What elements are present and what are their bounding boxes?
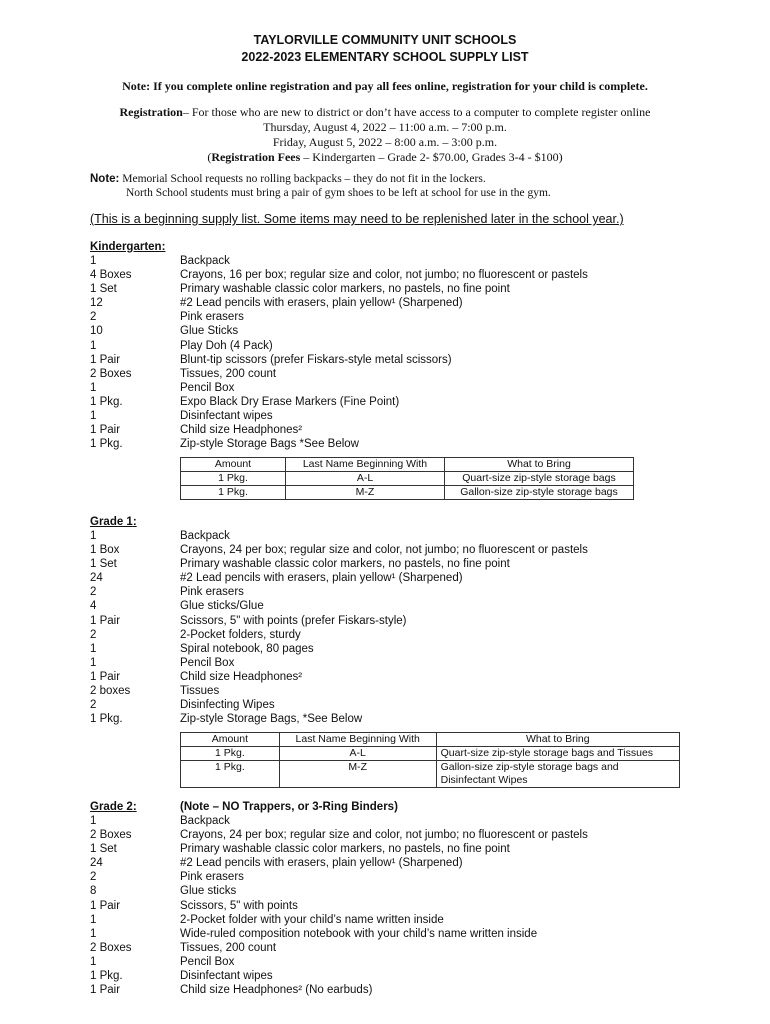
- grade2-items: [90, 814, 650, 997]
- list-item: [90, 543, 650, 557]
- table-cell-what-to-bring: Gallon-size zip-style storage bags: [445, 486, 634, 500]
- item-quantity: 2: [90, 871, 97, 884]
- item-description: Blunt-tip scissors (prefer Fiskars-style metal scissors): [180, 353, 452, 366]
- item-quantity: 1 Pkg.: [90, 970, 123, 983]
- list-item: [90, 571, 650, 585]
- list-item: [90, 642, 650, 656]
- table-cell-amount: 1 Pkg.: [181, 472, 286, 486]
- kindergarten-heading: [90, 240, 650, 254]
- item-quantity: 1 Pair: [90, 899, 121, 912]
- list-item: [90, 955, 650, 969]
- item-description: Crayons, 24 per box; regular size and color, not jumbo; no fluorescent or pastels: [180, 829, 588, 842]
- item-description: Glue sticks/Glue: [180, 600, 264, 613]
- list-item: [90, 870, 650, 884]
- item-quantity: 2 boxes: [90, 685, 131, 698]
- item-quantity: 2: [90, 311, 97, 324]
- table-cell-last-name: A-L: [279, 747, 436, 761]
- item-quantity: 1: [90, 642, 97, 655]
- item-quantity: 4: [90, 600, 97, 613]
- item-description: Primary washable classic color markers, no pastels, no fine point: [180, 558, 510, 571]
- item-quantity: 1: [90, 255, 97, 267]
- item-quantity: 1: [90, 410, 97, 423]
- item-quantity: 10: [90, 325, 103, 338]
- item-quantity: 1 Set: [90, 558, 117, 571]
- list-item: [90, 268, 650, 282]
- grade2-section: [90, 800, 650, 997]
- item-description: Pink erasers: [180, 871, 244, 884]
- table-cell-what-to-bring: Quart-size zip-style storage bags: [445, 472, 634, 486]
- item-description: Crayons, 16 per box; regular size and color, not jumbo; no fluorescent or pastels: [180, 269, 588, 282]
- kindergarten-heading-colon: :: [161, 241, 166, 253]
- list-item: [90, 628, 650, 642]
- list-item: [90, 324, 650, 338]
- fees-label: Registration Fees: [211, 150, 301, 164]
- list-item: [90, 310, 650, 324]
- grade1-bags-table: [180, 732, 680, 788]
- list-item: [90, 941, 650, 955]
- table-row: [181, 472, 634, 486]
- list-item: [90, 437, 650, 451]
- item-description: Pencil Box: [180, 955, 235, 968]
- list-item: [90, 254, 650, 268]
- list-item: [90, 656, 650, 670]
- grade1-heading-text: Grade 1: [90, 516, 133, 528]
- item-description: Zip-style Storage Bags, *See Below: [180, 713, 363, 726]
- table-cell-what-to-bring: Quart-size zip-style storage bags and Tissues: [436, 747, 679, 761]
- list-item: [90, 969, 650, 983]
- table-header-amount: Amount: [181, 458, 286, 472]
- list-item: [90, 842, 650, 856]
- item-description: Glue sticks: [180, 885, 237, 898]
- item-description: Pink erasers: [180, 586, 244, 599]
- item-quantity: 24: [90, 857, 103, 870]
- list-item: [90, 395, 650, 409]
- item-description: Backpack: [180, 815, 230, 827]
- item-description: Primary washable classic color markers, no pastels, no fine point: [180, 843, 510, 856]
- grade1-heading-colon: :: [132, 516, 137, 528]
- table-cell-last-name: M-Z: [279, 761, 436, 788]
- item-description: #2 Lead pencils with erasers, plain yellow¹ (Sharpened): [180, 297, 463, 310]
- table-header-row: [181, 733, 680, 747]
- title-list: 2022-2023 ELEMENTARY SCHOOL SUPPLY LIST: [241, 50, 529, 64]
- registration-date-thursday: Thursday, August 4, 2022 – 11:00 a.m. – 7:00 p.m.: [263, 120, 507, 134]
- item-quantity: 2 Boxes: [90, 367, 132, 380]
- list-item: [90, 856, 650, 870]
- table-header-what-to-bring: What to Bring: [445, 458, 634, 472]
- grade2-note: (Note – NO Trappers, or 3-Ring Binders): [180, 801, 398, 813]
- table-header-last-name: Last Name Beginning With: [279, 733, 436, 747]
- grade1-section: [90, 515, 650, 726]
- registration-fees: [0, 150, 770, 165]
- item-quantity: 1 Pair: [90, 670, 121, 683]
- list-item: [90, 599, 650, 613]
- list-item: [90, 684, 650, 698]
- item-quantity: 1 Pkg.: [90, 438, 123, 451]
- table-cell-amount: 1 Pkg.: [181, 747, 280, 761]
- item-quantity: 1 Pair: [90, 614, 121, 627]
- registration-label: Registration: [119, 105, 183, 119]
- item-description: Crayons, 24 per box; regular size and color, not jumbo; no fluorescent or pastels: [180, 544, 588, 557]
- online-registration-note: Note: If you complete online registration and pay all fees online, registration for your child is complete.: [122, 79, 648, 93]
- item-quantity: 1 Pair: [90, 984, 121, 997]
- item-description: Disinfecting Wipes: [180, 699, 275, 712]
- item-description: 2-Pocket folders, sturdy: [180, 628, 301, 641]
- table-row: [181, 761, 680, 788]
- item-description: Expo Black Dry Erase Markers (Fine Point): [180, 395, 400, 408]
- table-cell-last-name: M-Z: [286, 486, 445, 500]
- item-quantity: 1: [90, 381, 97, 394]
- item-description: Spiral notebook, 80 pages: [180, 642, 314, 655]
- kindergarten-items: [90, 254, 650, 451]
- list-item: [90, 828, 650, 842]
- item-description: Scissors, 5" with points (prefer Fiskars-style): [180, 614, 407, 627]
- item-description: Child size Headphones²: [180, 424, 303, 437]
- item-description: Play Doh (4 Pack): [180, 339, 273, 352]
- item-quantity: 1: [90, 927, 97, 940]
- item-quantity: 12: [90, 297, 103, 310]
- list-item: [90, 557, 650, 571]
- table-header-row: [181, 458, 634, 472]
- kindergarten-section: [90, 240, 650, 451]
- item-quantity: 8: [90, 885, 97, 898]
- item-quantity: 4 Boxes: [90, 269, 132, 282]
- table-row: [181, 486, 634, 500]
- list-item: [90, 913, 650, 927]
- item-quantity: 24: [90, 572, 103, 585]
- item-quantity: 1: [90, 339, 97, 352]
- item-description: Tissues: [180, 685, 220, 698]
- item-description: Zip-style Storage Bags *See Below: [180, 438, 359, 451]
- table-header-what-to-bring: What to Bring: [436, 733, 679, 747]
- item-description: Pink erasers: [180, 311, 244, 324]
- item-quantity: 2 Boxes: [90, 941, 132, 954]
- kindergarten-heading-text: Kindergarten: [90, 241, 162, 253]
- item-description: Scissors, 5" with points: [180, 899, 298, 912]
- item-quantity: 1 Pair: [90, 353, 121, 366]
- item-quantity: 1: [90, 656, 97, 669]
- item-quantity: 1 Pkg.: [90, 713, 123, 726]
- beginning-supply-note: (This is a beginning supply list. Some items may need to be replenished later in the school year.): [90, 212, 624, 226]
- list-item: [90, 698, 650, 712]
- list-item: [90, 353, 650, 367]
- grade2-heading-colon: :: [132, 801, 137, 813]
- item-quantity: 1 Pkg.: [90, 395, 123, 408]
- title-district: TAYLORVILLE COMMUNITY UNIT SCHOOLS: [253, 33, 517, 47]
- item-description: #2 Lead pencils with erasers, plain yellow¹ (Sharpened): [180, 572, 463, 585]
- table-row: [181, 747, 680, 761]
- fees-open-paren: (: [207, 150, 212, 164]
- item-quantity: 2: [90, 699, 97, 712]
- grade1-heading: [90, 515, 650, 529]
- grade2-heading: [90, 800, 650, 814]
- list-item: [90, 670, 650, 684]
- grade2-heading-text: Grade 2: [90, 801, 133, 813]
- item-description: Disinfectant wipes: [180, 410, 273, 423]
- registration-date-friday: Friday, August 5, 2022 – 8:00 a.m. – 3:00 p.m.: [272, 135, 498, 149]
- list-item: [90, 814, 650, 828]
- list-item: [90, 339, 650, 353]
- registration-line: [0, 105, 770, 120]
- table-cell-what-to-bring: Gallon-size zip-style storage bags and Disinfectant Wipes: [436, 761, 679, 788]
- list-item: [90, 296, 650, 310]
- list-item: [90, 585, 650, 599]
- memorial-note-line1: Memorial School requests no rolling backpacks – they do not fit in the lockers.: [119, 173, 486, 185]
- list-item: [90, 899, 650, 913]
- list-item: [90, 614, 650, 628]
- item-description: Child size Headphones²: [180, 670, 303, 683]
- item-quantity: 1: [90, 913, 97, 926]
- table-cell-amount: 1 Pkg.: [181, 486, 286, 500]
- list-item: [90, 423, 650, 437]
- item-description: Pencil Box: [180, 656, 235, 669]
- item-quantity: 2: [90, 586, 97, 599]
- item-quantity: 1 Set: [90, 283, 117, 296]
- grade1-items: [90, 529, 650, 726]
- item-description: Tissues, 200 count: [180, 367, 277, 380]
- item-quantity: 1 Box: [90, 544, 120, 557]
- memorial-note-label: Note:: [90, 173, 120, 185]
- item-description: Wide-ruled composition notebook with your child’s name written inside: [180, 927, 538, 940]
- item-description: Child size Headphones² (No earbuds): [180, 984, 373, 997]
- fees-text: – Kindergarten – Grade 2- $70.00, Grades 3-4 - $100): [300, 150, 563, 164]
- list-item: [90, 282, 650, 296]
- list-item: [90, 927, 650, 941]
- item-quantity: 2 Boxes: [90, 829, 132, 842]
- list-item: [90, 367, 650, 381]
- item-description: #2 Lead pencils with erasers, plain yellow¹ (Sharpened): [180, 857, 463, 870]
- list-item: [90, 712, 650, 726]
- item-description: Glue Sticks: [180, 325, 239, 338]
- item-description: Backpack: [180, 530, 230, 542]
- table-cell-last-name: A-L: [286, 472, 445, 486]
- list-item: [90, 381, 650, 395]
- item-description: 2-Pocket folder with your child’s name written inside: [180, 913, 444, 926]
- item-quantity: 1: [90, 955, 97, 968]
- registration-intro: – For those who are new to district or don’t have access to a computer to complete register online: [182, 105, 651, 119]
- item-description: Pencil Box: [180, 381, 235, 394]
- list-item: [90, 884, 650, 898]
- item-description: Primary washable classic color markers, no pastels, no fine point: [180, 283, 510, 296]
- item-quantity: 1 Pair: [90, 424, 121, 437]
- item-quantity: 2: [90, 628, 97, 641]
- table-header-last-name: Last Name Beginning With: [286, 458, 445, 472]
- kindergarten-bags-table: [180, 457, 634, 500]
- item-description: Backpack: [180, 255, 230, 267]
- item-description: Tissues, 200 count: [180, 941, 277, 954]
- table-cell-amount: 1 Pkg.: [181, 761, 280, 788]
- item-description: Disinfectant wipes: [180, 970, 273, 983]
- memorial-note-line2: North School students must bring a pair of gym shoes to be left at school for use in the gym.: [126, 187, 551, 199]
- item-quantity: 1: [90, 815, 97, 827]
- list-item: [90, 529, 650, 543]
- memorial-note: [90, 172, 730, 200]
- item-quantity: 1 Set: [90, 843, 117, 856]
- list-item: [90, 983, 650, 997]
- table-header-amount: Amount: [181, 733, 280, 747]
- item-quantity: 1: [90, 530, 97, 542]
- list-item: [90, 409, 650, 423]
